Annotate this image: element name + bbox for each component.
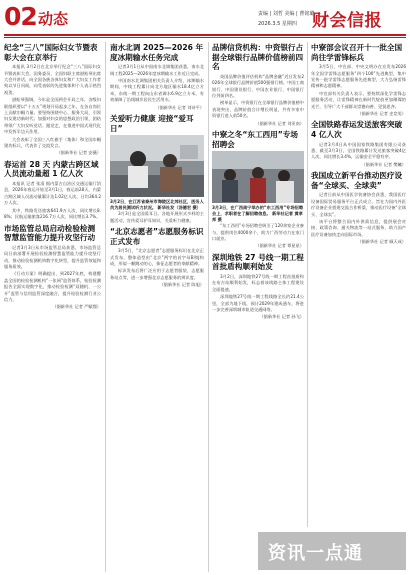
article-paragraph: 大会表彰了全国三八红旗手（集体）和全国巾帼建功标兵，代表作了交流发言。 — [4, 136, 101, 149]
article-paragraph: 3月2日，深圳地铁27号线一期工程首批盾构在布吉站顺利始发，标志着该线路主体工程建设全面提速。 — [212, 274, 304, 292]
article-paragraph: 记者日前从中国医学装备协会获悉，我国医疗设备国际贸易服务平台正式成立，旨在为国内外医疗设备企业搭建交流合作桥梁，推动医疗设备“全球买、全球卖”。 — [311, 192, 406, 217]
article-headline: 南水北调 2025—2026 年度冰期输水任务完成 — [110, 43, 204, 62]
masthead-rule-thin — [4, 37, 406, 38]
article-paragraph: 其中，铁路发送旅客641.9万人次，同比增长8.8%；民航运输旅客216.7万人次，同比增长3.7%。 — [4, 207, 101, 220]
article-byline: （据新华社 记者 覃星星） — [255, 243, 304, 249]
masthead-rule — [4, 34, 406, 36]
article-headline: 市场监管总局启动检验检测智慧监管能力提升攻坚行动 — [4, 223, 96, 243]
newspaper-logo: 财会信报 — [312, 11, 382, 31]
article-volunteer-logo — [110, 227, 204, 289]
job-fair-photo — [212, 151, 304, 203]
article-paragraph: 3月3日是全国爱耳日。各地开展形式多样的主题活动，宣传爱耳护耳知识，关爱听力健康。 — [110, 211, 204, 223]
article-byline: （据新华社 记者 樊曦） — [361, 161, 406, 167]
article-headline: 深圳地铁 27 号线一期工程首批盾构顺利始发 — [212, 252, 304, 272]
article-womens-day — [4, 43, 101, 157]
article-headline: 纪念“三八”国际妇女节暨表彰大会在京举行 — [4, 43, 98, 62]
article-paragraph: 榜单显示，中资银行在全球银行品牌价值榜中表现突出，品牌价值合计增长明显，共有多家中资银行进入前50名。 — [212, 100, 304, 119]
article-paragraph: 谌贻琴强调，今年是全国两会开局之年，各级妇联组织要以“十五五”规划开局起步之年，在各自岗位上贡献巾帼力量。要坚持围绕中心、服务大局，引领妇女建功新时代；加强对妇女的思想政治引领，团结带领广大妇女听党话、跟党走，在推进中国式现代化中发挥半边天作用。 — [4, 97, 101, 135]
article-medical-devices — [311, 171, 406, 245]
article-paragraph: 本报讯 记者 张清 据内蒙古自治区交通运输厅消息，2026年春运开始至3月1日，春运前28天，内蒙古跨区域人员流动量累计达1.02亿人次，日均364.2万人次。 — [4, 181, 101, 206]
column-3 — [212, 40, 304, 324]
article-paragraph: 《行动方案》明确提出，到2027年底，构建覆盖全国的检验检测机构“一张网”监管体系，检验检测报告全面实现数字化，推动检验检测“双随机、一公开”监管与信用监管深度融合，提升检验检测行业公信力。 — [4, 271, 101, 302]
article-water-diversion — [110, 43, 204, 111]
article-paragraph: 本报讯 3月2日在北京举行纪念“三八”国际妇女节暨表彰大会。国务委员、全国妇联主席谌贻琴出席大会并讲话，向全国各族各界妇女和广大妇女工作者致以节日问候，向受表彰的先进集体和个人表示热烈祝贺。 — [4, 64, 101, 95]
article-byline: （据新华社 记者 史竞男） — [357, 111, 406, 117]
news-brief-title: 资讯一点通 — [268, 543, 363, 564]
article-paragraph: 该平台将整合国内外供需信息，提供展会对接、政策咨询、通关物流等一站式服务，助力国产医疗设备加快走向国际市场。 — [311, 219, 406, 237]
column-2 — [110, 40, 204, 292]
column-divider — [105, 42, 106, 572]
article-paragraph: 中国南水北调集团相关负责人介绍，冰期输水期间，中线工程累计向北方地区输水18.4亿立方米，东线一期工程向山东省调水6.9亿立方米，有效保障了沿线城乡居民生活用水。 — [110, 78, 204, 103]
editor-credits: 责编 | 刘哲 美编 | 曹铭璐 — [258, 11, 315, 17]
page-number: 02 — [4, 2, 37, 31]
article-paragraph: 记者3月3日从市场监管总局获悉，市场监管总局日前部署开展检验检测智慧监管能力提升攻坚行动，推动检验检测机构数字化转型，提升监管效能和服务质效。 — [4, 244, 101, 269]
article-headline: 关爱听力健康 迎接“爱耳日” — [110, 114, 194, 133]
article-shenzhen-metro — [212, 253, 304, 321]
article-byline: （据新华社 记者 严赋憬） — [52, 304, 101, 310]
article-headline: 全国铁路春运发送旅客突破 4 亿人次 — [311, 120, 403, 140]
article-byline: （据新华社 记者 陈旭） — [159, 282, 204, 288]
article-byline: （据新华社 记者 刘诗平） — [155, 104, 204, 110]
article-headline: 中寮之冬“东工西用”专场招聘会 — [212, 130, 298, 149]
article-byline: （据新华社 记者 孙飞） — [259, 314, 304, 320]
article-paragraph: 记者3月1日从中国南水北调集团获悉，南水北调工程2025—2026年度冰期输水工作近日完成。 — [110, 64, 204, 76]
article-paragraph: 英国品牌价值评估机构“品牌金融”近日发布2026年全球银行品牌价值500强排行榜。中国工商银行、中国建设银行、中国农业银行、中国银行位列前四名。 — [212, 73, 304, 98]
article-byline: （据新华社 记者 安薇） — [56, 150, 101, 156]
article-byline: （据新华社 记者 刘亚南） — [255, 120, 304, 126]
article-bank-brands — [212, 43, 304, 127]
section-title: 动态 — [38, 10, 69, 28]
column-1 — [4, 40, 101, 314]
article-spring-travel — [4, 160, 101, 221]
article-headline: 春运首 28 天 内蒙古跨区域人员流动量超 1 亿人次 — [4, 159, 99, 179]
news-brief-banner — [258, 532, 406, 570]
article-lei-feng — [311, 43, 406, 117]
photo-caption: 3月3日，在广西南宁举办的“东工西用”专场招聘会上，求职者在了解招聘信息。 新华社记者 黄孝邦 摄 — [212, 205, 303, 223]
article-market-supervision — [4, 224, 101, 311]
photo-caption: 3月2日，在江苏省泰州市海陵区北郊社区，医务人员为居民测试听力状况。 新华社发（汤德宏 摄） — [110, 199, 204, 211]
article-paragraph: 深圳地铁27号线一期工程线路全长约21.4公里，全部为地下线，预计2029年建成通车，将进一步完善深圳城市轨道交通网络。 — [212, 294, 304, 313]
ear-care-photo — [110, 135, 204, 197]
article-paragraph: 标识发布后将广泛应用于志愿者服装、志愿服务站点等，进一步增强北京志愿服务的辨识度。 — [110, 268, 204, 280]
article-railway — [311, 120, 406, 168]
article-headline: 我国成立新平台推动医疗设备“全球买、全球卖” — [311, 171, 403, 190]
article-headline: “北京志愿者”志愿服务标识正式发布 — [110, 227, 204, 246]
article-paragraph: 中宣部有关负责人表示，要持续深化学雷锋志愿服务活动，让雷锋精神在新时代绽放更加璀璨的光芒，引导广大干部群众崇德向善、见贤思齐。 — [311, 90, 406, 109]
issue-date: 2026.3.5 星期四 — [258, 21, 297, 27]
article-byline: （据新华社 记者 顾天成） — [357, 239, 406, 245]
article-paragraph: “东工西用”专场招聘会吸引了120余家企业参与，提供岗位4000余个，助力广西劳动力在家门口就业。 — [212, 223, 304, 242]
article-job-fair — [212, 130, 304, 250]
article-headline: 中寮部会议召开十一批全国尚往学雷锋标兵 — [311, 43, 403, 62]
column-4 — [311, 40, 406, 249]
column-divider — [307, 42, 308, 527]
article-ear-care — [110, 114, 204, 224]
article-paragraph: 记者3月4日从中国国家铁路集团有限公司获悉，截至3月3日，全国铁路累计发送旅客突破4亿人次，同比增长3.4%，运输安全平稳有序。 — [311, 141, 406, 160]
article-paragraph: 3月5日，“北京志愿者”志愿服务标识在北京正式发布。整体造型由“北京”两字的首字母B和J构成，形似一颗跳动的心，象征志愿者的奉献精神。 — [110, 248, 204, 267]
column-divider — [208, 42, 209, 572]
article-headline: 品牌信贷机构：中资银行占据全球银行品牌价值榜前四名 — [212, 43, 304, 72]
article-paragraph: 3月5日，中宣部、中央文明办在京发布2026年全国学雷锋志愿服务“四个100”先进典型，集中宣传一批学雷锋志愿服务先进典型，大力弘扬雷锋精神和志愿精神。 — [311, 64, 406, 89]
masthead — [0, 0, 410, 38]
